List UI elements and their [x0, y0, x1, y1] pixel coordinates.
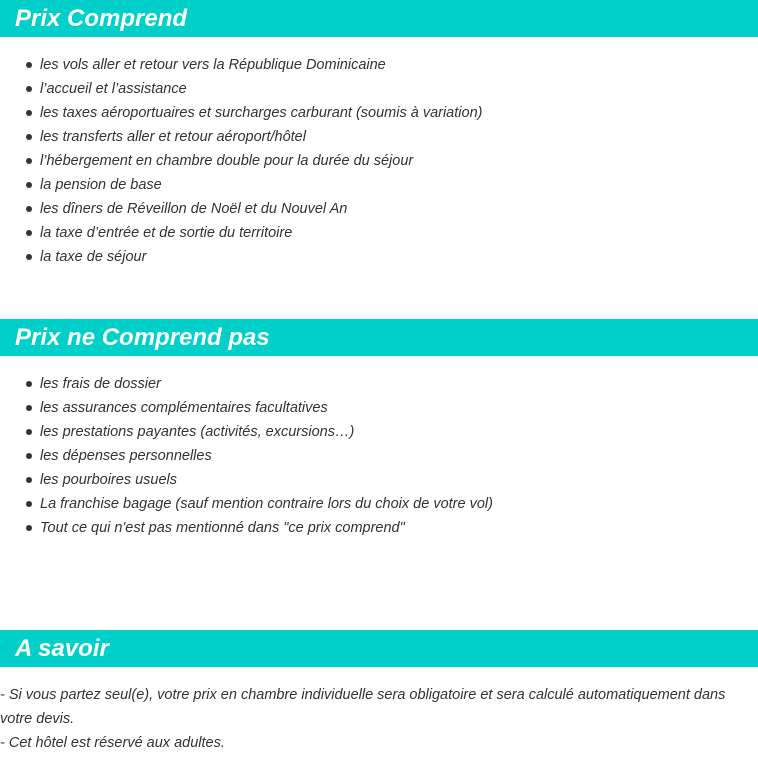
info-section-header — [0, 630, 758, 667]
list-item-text: les assurances complémentaires facultatives — [40, 400, 328, 416]
list-item-text: l’hébergement en chambre double pour la durée du séjour — [40, 153, 414, 169]
info-section-title: A savoir — [15, 635, 109, 662]
bullet-icon — [26, 110, 32, 116]
list-item — [0, 492, 493, 516]
list-item — [0, 372, 493, 396]
list-item — [0, 197, 482, 221]
bullet-icon — [26, 477, 32, 483]
info-text — [0, 683, 758, 755]
list-item-text: les taxes aéroportuaires et surcharges carburant (soumis à variation) — [40, 105, 483, 121]
bullet-icon — [26, 158, 32, 164]
list-item-text: l’accueil et l’assistance — [40, 81, 187, 97]
list-item — [0, 77, 482, 101]
list-item — [0, 396, 493, 420]
included-section-title: Prix Comprend — [15, 5, 188, 32]
bullet-icon — [26, 429, 32, 435]
list-item-text: la taxe de séjour — [40, 249, 147, 265]
list-item — [0, 149, 482, 173]
bullet-icon — [26, 501, 32, 507]
list-item — [0, 101, 482, 125]
bullet-icon — [26, 62, 32, 68]
list-item — [0, 53, 482, 77]
bullet-icon — [26, 381, 32, 387]
bullet-icon — [26, 453, 32, 459]
included-section-header — [0, 0, 758, 37]
list-item-text: les frais de dossier — [40, 376, 161, 392]
list-item — [0, 221, 482, 245]
list-item — [0, 468, 493, 492]
list-item-text: la taxe d’entrée et de sortie du territoire — [40, 225, 293, 241]
bullet-icon — [26, 254, 32, 260]
excluded-section-title: Prix ne Comprend pas — [15, 324, 270, 351]
list-item-text: les prestations payantes (activités, excursions…) — [40, 424, 355, 440]
list-item — [0, 125, 482, 149]
bullet-icon — [26, 405, 32, 411]
bullet-icon — [26, 182, 32, 188]
list-item-text: les dépenses personnelles — [40, 448, 212, 464]
list-item-text: les vols aller et retour vers la République Dominicaine — [40, 57, 386, 73]
list-item-text: les transferts aller et retour aéroport/hôtel — [40, 129, 306, 145]
info-line: - Si vous partez seul(e), votre prix en chambre individuelle sera obligatoire et sera calculé automatiquement dans votre devis. — [0, 687, 726, 727]
included-list — [0, 53, 482, 269]
list-item-text: les dîners de Réveillon de Noël et du Nouvel An — [40, 201, 348, 217]
list-item — [0, 173, 482, 197]
bullet-icon — [26, 86, 32, 92]
excluded-section-header — [0, 319, 758, 356]
bullet-icon — [26, 134, 32, 140]
list-item-text: La franchise bagage (sauf mention contraire lors du choix de votre vol) — [40, 496, 493, 512]
list-item-text: la pension de base — [40, 177, 162, 193]
list-item — [0, 420, 493, 444]
list-item — [0, 245, 482, 269]
info-line: - Cet hôtel est réservé aux adultes. — [0, 735, 225, 751]
bullet-icon — [26, 230, 32, 236]
list-item-text: Tout ce qui n'est pas mentionné dans "ce prix comprend" — [40, 520, 405, 536]
list-item — [0, 516, 493, 540]
list-item — [0, 444, 493, 468]
list-item-text: les pourboires usuels — [40, 472, 178, 488]
bullet-icon — [26, 525, 32, 531]
excluded-list — [0, 372, 493, 540]
bullet-icon — [26, 206, 32, 212]
